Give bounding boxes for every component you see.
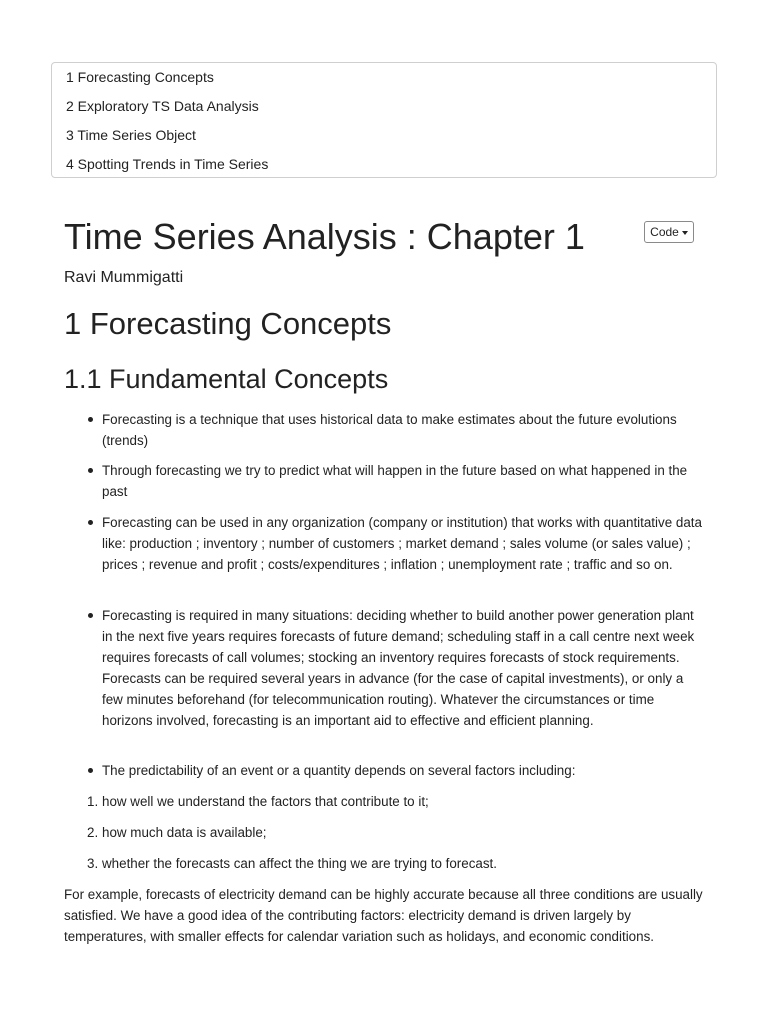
bullet-icon — [88, 417, 93, 422]
list-item — [102, 605, 702, 731]
list-item-text: The predictability of an event or a quantity depends on several factors including: — [102, 763, 576, 778]
bullet-icon — [88, 613, 93, 618]
toc-link-exploratory-ts[interactable]: 2 Exploratory TS Data Analysis — [66, 98, 259, 114]
numbered-item — [87, 853, 702, 874]
numbered-item-text: how much data is available; — [102, 825, 267, 840]
section-heading: 1 Forecasting Concepts — [64, 306, 392, 341]
item-number: 3. — [87, 856, 99, 871]
code-button-label: Code — [650, 225, 679, 239]
list-item — [102, 460, 702, 502]
page-title: Time Series Analysis : Chapter 1 — [64, 216, 585, 257]
numbered-item-text: how well we understand the factors that contribute to it; — [102, 794, 429, 809]
toc-link-forecasting-concepts[interactable]: 1 Forecasting Concepts — [66, 69, 214, 85]
list-item-text: Forecasting is required in many situations: deciding whether to build another power generation plant in the next five years requires forecasts of future demand; scheduling staff in a call centre next week requires forecasts of call volumes; stocking an inventory requires forecasts of stock requirements. Forecasts can be required several years in advance (for the case of capital investments), or only a few minutes beforehand (for telecommunication routing). Whatever the circumstances or time horizons involved, forecasting is an important aid to effective and efficient planning. — [102, 608, 695, 728]
item-number: 2. — [87, 825, 99, 840]
bullet-icon — [88, 768, 93, 773]
list-item — [102, 409, 702, 451]
numbered-item-text: whether the forecasts can affect the thing we are trying to forecast. — [102, 856, 497, 871]
body-paragraph: For example, forecasts of electricity demand can be highly accurate because all three conditions are usually satisfied. We have a good idea of the contributing factors: electricity demand is driven largely by temperatures, with smaller effects for calendar variation such as holidays, and economic conditions. — [64, 887, 703, 944]
list-item — [102, 512, 702, 575]
numbered-item — [87, 822, 702, 843]
caret-down-icon — [682, 231, 688, 235]
bullet-icon — [88, 468, 93, 473]
item-number: 1. — [87, 794, 99, 809]
list-item-text: Forecasting can be used in any organization (company or institution) that works with quantitative data like: production ; inventory ; number of customers ; market demand ; sales volume (or sales value) ; prices ; revenue and profit ; costs/expenditures ; inflation ; unemployment rate ; traffic and so on. — [102, 515, 702, 572]
table-of-contents — [51, 62, 717, 178]
subsection-heading: 1.1 Fundamental Concepts — [64, 364, 389, 394]
toc-link-spotting-trends[interactable]: 4 Spotting Trends in Time Series — [66, 156, 269, 172]
numbered-item — [87, 791, 702, 812]
toc-link-time-series-object[interactable]: 3 Time Series Object — [66, 127, 196, 143]
list-item — [102, 760, 702, 781]
list-item-text: Forecasting is a technique that uses historical data to make estimates about the future evolutions (trends) — [102, 412, 677, 448]
author-name: Ravi Mummigatti — [64, 269, 184, 286]
list-item-text: Through forecasting we try to predict what will happen in the future based on what happened in the past — [102, 463, 688, 499]
code-dropdown-button[interactable] — [644, 221, 694, 243]
bullet-icon — [88, 520, 93, 525]
